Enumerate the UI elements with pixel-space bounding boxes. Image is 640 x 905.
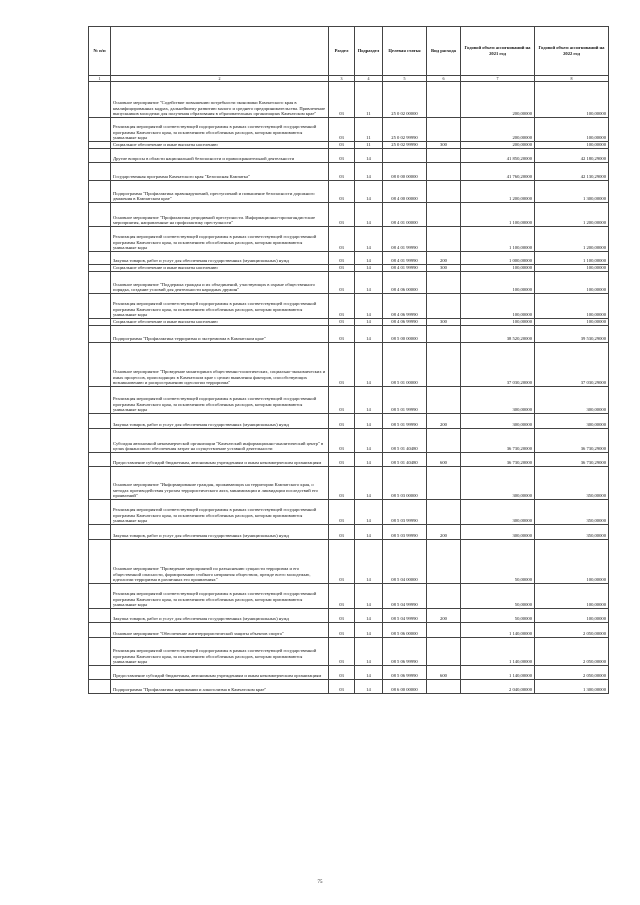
row-podrazdel-cell: 14 (355, 265, 383, 272)
row-2021-cell: 1 140,00000 (461, 623, 535, 638)
row-2021-cell: 1 100,00000 (461, 227, 535, 252)
row-num-cell (89, 453, 111, 467)
header-csr: Целевая статья (383, 27, 427, 76)
row-podrazdel-cell: 14 (355, 149, 383, 163)
header-2022: Годовой объем ассигнований на 2022 год (535, 27, 609, 76)
row-num-cell (89, 203, 111, 227)
row-name-cell: Подпрограмма "Профилактика терроризма и экстремизма в Камчатском крае" (111, 326, 329, 343)
row-num-cell (89, 638, 111, 666)
row-razdel-cell: 03 (329, 500, 355, 525)
row-csr-cell: 08 5 01 99990 (383, 414, 427, 429)
row-name-cell: Субсидия автономной некоммерческой организации "Камчатский информационно-аналитический центр" в целях финансового обеспечения затрат на осуществление уставной деятельности (111, 429, 329, 453)
row-vr-cell: 300 (427, 265, 461, 272)
row-2021-cell: 200,00000 (461, 82, 535, 118)
column-number: 2 (111, 76, 329, 82)
row-2022-cell: 300,00000 (535, 414, 609, 429)
row-razdel-cell: 03 (329, 467, 355, 500)
table-row (89, 272, 609, 294)
row-podrazdel-cell: 14 (355, 540, 383, 584)
row-podrazdel-cell: 14 (355, 414, 383, 429)
row-2021-cell: 100,00000 (461, 265, 535, 272)
row-2022-cell: 100,00000 (535, 584, 609, 609)
row-podrazdel-cell: 14 (355, 272, 383, 294)
row-csr-cell: 08 5 00 00000 (383, 326, 427, 343)
row-name-cell: Социальное обеспечение и иные выплаты населению (111, 319, 329, 326)
row-2022-cell: 2 050,00000 (535, 666, 609, 680)
row-razdel-cell: 03 (329, 623, 355, 638)
row-name-cell: Реализация мероприятий соответствующей подпрограммы в рамках соответствующей государственной программы Камчатского края, за исключением обособленных расходов, которым присваиваются уникальные коды (111, 294, 329, 319)
row-name-cell: Основное мероприятие "Информирование граждан, проживающих на территории Камчатского края, о методах противодействия угрозам террористического акта, минимизации и ликвидации последствий его проявлений" (111, 467, 329, 500)
row-2022-cell: 350,00000 (535, 525, 609, 540)
table-row (89, 500, 609, 525)
table-row (89, 203, 609, 227)
row-csr-cell: 08 5 03 99990 (383, 500, 427, 525)
row-2021-cell: 200,00000 (461, 142, 535, 149)
row-name-cell: Подпрограмма "Профилактика правонарушений, преступлений и повышение безопасности дорожного движения в Камчатском крае" (111, 181, 329, 203)
row-podrazdel-cell: 14 (355, 467, 383, 500)
row-csr-cell: 08 5 06 99990 (383, 666, 427, 680)
row-2022-cell: 42 180,29000 (535, 149, 609, 163)
row-podrazdel-cell: 14 (355, 666, 383, 680)
row-num-cell (89, 142, 111, 149)
row-name-cell: Основное мероприятие "Поддержка граждан и их объединений, участвующих в охране общественного порядка, создание условий для деятельности народных дружин" (111, 272, 329, 294)
table-row (89, 265, 609, 272)
page-number: 75 (317, 880, 323, 885)
row-2021-cell: 300,00000 (461, 387, 535, 414)
row-podrazdel-cell: 14 (355, 584, 383, 609)
header-num: № п/п (89, 27, 111, 76)
row-podrazdel-cell: 14 (355, 181, 383, 203)
table-row (89, 319, 609, 326)
row-vr-cell: 200 (427, 414, 461, 429)
row-num-cell (89, 467, 111, 500)
row-csr-cell: 08 5 01 00000 (383, 343, 427, 387)
table-row (89, 387, 609, 414)
table-row (89, 181, 609, 203)
row-2022-cell: 1 300,00000 (535, 181, 609, 203)
row-razdel-cell: 03 (329, 82, 355, 118)
row-podrazdel-cell: 11 (355, 118, 383, 142)
row-num-cell (89, 540, 111, 584)
row-vr-cell (427, 343, 461, 387)
row-num-cell (89, 387, 111, 414)
row-csr-cell: 08 5 04 00000 (383, 540, 427, 584)
table-row (89, 623, 609, 638)
table-row (89, 540, 609, 584)
column-number: 8 (535, 76, 609, 82)
row-csr-cell: 25 0 02 99990 (383, 118, 427, 142)
row-2022-cell: 2 050,00000 (535, 638, 609, 666)
table-row (89, 227, 609, 252)
row-name-cell: Реализация мероприятий соответствующей подпрограммы в рамках соответствующей государственной программы Камчатского края, за исключением обособленных расходов, которым присваиваются уникальные коды (111, 227, 329, 252)
row-csr-cell: 08 6 00 00000 (383, 680, 427, 694)
row-num-cell (89, 252, 111, 265)
row-num-cell (89, 163, 111, 181)
row-razdel-cell: 03 (329, 540, 355, 584)
row-2021-cell: 100,00000 (461, 272, 535, 294)
header-vr: Вид расхода (427, 27, 461, 76)
row-vr-cell (427, 638, 461, 666)
row-podrazdel-cell: 14 (355, 227, 383, 252)
row-csr-cell: 08 5 04 99990 (383, 609, 427, 623)
row-num-cell (89, 265, 111, 272)
row-podrazdel-cell: 14 (355, 429, 383, 453)
row-2021-cell: 1 140,00000 (461, 666, 535, 680)
row-2022-cell: 36 730,29000 (535, 429, 609, 453)
row-csr-cell: 08 4 01 99990 (383, 265, 427, 272)
row-name-cell: Реализация мероприятий соответствующей подпрограммы в рамках соответствующей государственной программы Камчатского края, за исключением обособленных расходов, которым присваиваются уникальные коды (111, 500, 329, 525)
row-csr-cell: 08 4 06 99990 (383, 319, 427, 326)
row-name-cell: Предоставление субсидий бюджетным, автономным учреждениям и иным некоммерческим организациям (111, 453, 329, 467)
row-2021-cell: 50,00000 (461, 609, 535, 623)
row-num-cell (89, 118, 111, 142)
table-row (89, 429, 609, 453)
table-row (89, 638, 609, 666)
row-razdel-cell: 03 (329, 387, 355, 414)
table-row (89, 326, 609, 343)
row-csr-cell: 08 4 06 99990 (383, 294, 427, 319)
row-podrazdel-cell: 14 (355, 500, 383, 525)
row-name-cell: Реализация мероприятий соответствующей подпрограммы в рамках соответствующей государственной программы Камчатского края, за исключением обособленных расходов, которым присваиваются уникальные коды (111, 584, 329, 609)
row-podrazdel-cell: 11 (355, 82, 383, 118)
row-razdel-cell: 03 (329, 265, 355, 272)
row-2022-cell: 100,00000 (535, 265, 609, 272)
row-2022-cell: 100,00000 (535, 319, 609, 326)
row-num-cell (89, 149, 111, 163)
row-csr-cell: 08 4 01 99990 (383, 227, 427, 252)
row-vr-cell: 600 (427, 666, 461, 680)
row-razdel-cell: 03 (329, 414, 355, 429)
row-name-cell: Реализация мероприятий соответствующей подпрограммы в рамках соответствующей государственной программы Камчатского края, за исключением обособленных расходов, которым присваиваются уникальные коды (111, 638, 329, 666)
column-number: 6 (427, 76, 461, 82)
row-podrazdel-cell: 14 (355, 319, 383, 326)
row-vr-cell: 300 (427, 319, 461, 326)
row-vr-cell (427, 203, 461, 227)
row-razdel-cell: 03 (329, 252, 355, 265)
row-2022-cell: 100,00000 (535, 142, 609, 149)
row-name-cell: Основное мероприятие "Проведение мероприятий по разъяснению сущности терроризма и его общественной опасности, формированию стойкого неприятия обществом, прежде всего молодежью, идеологии терроризма в различных его проявлениях" (111, 540, 329, 584)
row-2021-cell: 200,00000 (461, 118, 535, 142)
row-2022-cell: 100,00000 (535, 540, 609, 584)
row-vr-cell (427, 272, 461, 294)
row-num-cell (89, 227, 111, 252)
row-razdel-cell: 03 (329, 680, 355, 694)
row-razdel-cell: 03 (329, 584, 355, 609)
row-vr-cell (427, 118, 461, 142)
row-2022-cell: 100,00000 (535, 609, 609, 623)
row-2021-cell: 37 030,20000 (461, 343, 535, 387)
row-2021-cell: 1 140,00000 (461, 638, 535, 666)
header-name (111, 27, 329, 76)
row-name-cell: Основное мероприятие "Обеспечение антитеррористической защиты объектов спорта" (111, 623, 329, 638)
row-num-cell (89, 181, 111, 203)
row-razdel-cell: 03 (329, 609, 355, 623)
row-name-cell: Закупка товаров, работ и услуг для обеспечения государственных (муниципальных) нужд (111, 609, 329, 623)
row-2021-cell: 38 520,20000 (461, 326, 535, 343)
row-2022-cell: 42 130,29000 (535, 163, 609, 181)
row-name-cell: Другие вопросы в области национальной безопасности и правоохранительной деятельности (111, 149, 329, 163)
table-row (89, 453, 609, 467)
row-csr-cell: 08 5 06 99990 (383, 638, 427, 666)
row-vr-cell: 600 (427, 453, 461, 467)
row-2021-cell: 1 000,00000 (461, 252, 535, 265)
row-razdel-cell: 03 (329, 638, 355, 666)
row-razdel-cell: 03 (329, 429, 355, 453)
row-vr-cell (427, 326, 461, 343)
row-csr-cell: 08 4 00 00000 (383, 181, 427, 203)
table-row (89, 343, 609, 387)
row-vr-cell: 300 (427, 142, 461, 149)
table-row (89, 525, 609, 540)
table-row (89, 82, 609, 118)
row-2022-cell: 300,00000 (535, 387, 609, 414)
row-2021-cell: 100,00000 (461, 319, 535, 326)
row-razdel-cell: 03 (329, 294, 355, 319)
row-vr-cell (427, 540, 461, 584)
row-vr-cell (427, 82, 461, 118)
column-number: 3 (329, 76, 355, 82)
row-razdel-cell: 03 (329, 272, 355, 294)
header-row (89, 27, 609, 76)
row-csr-cell (383, 149, 427, 163)
table-row (89, 252, 609, 265)
row-name-cell: Основное мероприятие "Содействие повышению потребности экономики Камчатского края в квалифицированных кадрах, дальнейшему развитию малого и среднего предпринимательства. Привлечение выпускников молодежи для получения образования в образовательных организациях Камчатском крае" (111, 82, 329, 118)
row-2022-cell: 1 100,00000 (535, 252, 609, 265)
row-razdel-cell: 03 (329, 149, 355, 163)
row-vr-cell (427, 163, 461, 181)
table-row (89, 609, 609, 623)
row-2021-cell: 100,00000 (461, 294, 535, 319)
row-name-cell: Реализация мероприятий соответствующей подпрограммы в рамках соответствующей государственной программы Камчатского края, за исключением обособленных расходов, которым присваиваются уникальные коды (111, 387, 329, 414)
row-csr-cell: 08 5 06 00000 (383, 623, 427, 638)
row-2021-cell: 1 100,00000 (461, 203, 535, 227)
row-csr-cell: 08 5 03 99990 (383, 525, 427, 540)
row-name-cell: Основное мероприятие "Проведение мониторинга общественно-политических, социально-экономических и иных процессов, происходящих в Камчатском крае с целью выявления факторов, способствующих возникновению и распространению идеологии терроризма" (111, 343, 329, 387)
row-podrazdel-cell: 14 (355, 326, 383, 343)
column-number: 7 (461, 76, 535, 82)
row-razdel-cell: 03 (329, 142, 355, 149)
row-name-cell: Закупка товаров, работ и услуг для обеспечения государственных (муниципальных) нужд (111, 414, 329, 429)
column-number: 5 (383, 76, 427, 82)
row-name-cell: Реализация мероприятий соответствующей подпрограммы в рамках соответствующей государственной программы Камчатского края, за исключением обособленных расходов, которым присваиваются уникальные коды (111, 118, 329, 142)
row-name-cell: Закупка товаров, работ и услуг для обеспечения государственных (муниципальных) нужд (111, 252, 329, 265)
table-row (89, 680, 609, 694)
row-razdel-cell: 03 (329, 666, 355, 680)
row-razdel-cell: 03 (329, 453, 355, 467)
row-csr-cell: 08 5 01 40480 (383, 453, 427, 467)
row-num-cell (89, 584, 111, 609)
row-2022-cell: 1 300,00000 (535, 680, 609, 694)
row-vr-cell: 200 (427, 525, 461, 540)
row-2021-cell: 36 730,20000 (461, 453, 535, 467)
row-razdel-cell: 03 (329, 227, 355, 252)
row-podrazdel-cell: 14 (355, 609, 383, 623)
row-razdel-cell: 03 (329, 181, 355, 203)
row-csr-cell: 08 4 01 00000 (383, 203, 427, 227)
row-2022-cell: 100,00000 (535, 294, 609, 319)
row-2022-cell: 100,00000 (535, 272, 609, 294)
row-vr-cell (427, 227, 461, 252)
row-2022-cell: 350,00000 (535, 467, 609, 500)
row-vr-cell (427, 429, 461, 453)
column-number: 4 (355, 76, 383, 82)
row-2021-cell: 36 730,20000 (461, 429, 535, 453)
row-name-cell: Основное мероприятие "Профилактика рецидивной преступности. Информационно-пропагандистские мероприятия, направленные на профилактику преступности" (111, 203, 329, 227)
row-csr-cell: 08 5 04 99990 (383, 584, 427, 609)
row-2021-cell: 41 850,20000 (461, 149, 535, 163)
row-2022-cell: 36 730,29000 (535, 453, 609, 467)
row-2022-cell: 100,00000 (535, 118, 609, 142)
row-2021-cell: 2 040,00000 (461, 680, 535, 694)
row-2021-cell: 300,00000 (461, 414, 535, 429)
row-2022-cell: 1 200,00000 (535, 227, 609, 252)
row-csr-cell: 25 0 02 00000 (383, 82, 427, 118)
header-razdel: Раздел (329, 27, 355, 76)
row-vr-cell (427, 680, 461, 694)
row-razdel-cell: 03 (329, 343, 355, 387)
row-name-cell: Социальное обеспечение и иные выплаты населению (111, 142, 329, 149)
row-name-cell: Социальное обеспечение и иные выплаты населению (111, 265, 329, 272)
row-2022-cell: 39 530,29000 (535, 326, 609, 343)
row-vr-cell: 200 (427, 609, 461, 623)
row-podrazdel-cell: 14 (355, 203, 383, 227)
row-razdel-cell: 03 (329, 203, 355, 227)
row-num-cell (89, 319, 111, 326)
budget-table (88, 26, 609, 694)
row-csr-cell: 08 5 01 40480 (383, 429, 427, 453)
row-csr-cell: 08 5 01 99990 (383, 387, 427, 414)
row-num-cell (89, 294, 111, 319)
row-2022-cell: 350,00000 (535, 500, 609, 525)
row-podrazdel-cell: 11 (355, 142, 383, 149)
table-row (89, 467, 609, 500)
row-razdel-cell: 03 (329, 118, 355, 142)
row-vr-cell (427, 149, 461, 163)
row-vr-cell (427, 467, 461, 500)
row-name-cell: Закупка товаров, работ и услуг для обеспечения государственных (муниципальных) нужд (111, 525, 329, 540)
row-2021-cell: 300,00000 (461, 467, 535, 500)
row-vr-cell (427, 623, 461, 638)
row-csr-cell: 08 4 01 99990 (383, 252, 427, 265)
row-2021-cell: 1 200,00000 (461, 181, 535, 203)
row-csr-cell: 08 5 03 00000 (383, 467, 427, 500)
row-vr-cell: 200 (427, 252, 461, 265)
row-podrazdel-cell: 14 (355, 680, 383, 694)
row-podrazdel-cell: 14 (355, 252, 383, 265)
table-row (89, 294, 609, 319)
row-num-cell (89, 326, 111, 343)
table-row (89, 118, 609, 142)
row-2021-cell: 300,00000 (461, 525, 535, 540)
header-2021: Годовой объем ассигнований на 2021 год (461, 27, 535, 76)
row-num-cell (89, 500, 111, 525)
row-name-cell: Подпрограмма "Профилактика наркомании и алкоголизма в Камчатском крае" (111, 680, 329, 694)
row-2021-cell: 50,00000 (461, 584, 535, 609)
row-2022-cell: 1 200,00000 (535, 203, 609, 227)
row-podrazdel-cell: 14 (355, 453, 383, 467)
row-podrazdel-cell: 14 (355, 387, 383, 414)
row-num-cell (89, 609, 111, 623)
row-podrazdel-cell: 14 (355, 623, 383, 638)
table-row (89, 414, 609, 429)
row-2022-cell: 100,00000 (535, 82, 609, 118)
row-num-cell (89, 82, 111, 118)
row-razdel-cell: 03 (329, 326, 355, 343)
row-vr-cell (427, 294, 461, 319)
table-row (89, 142, 609, 149)
row-podrazdel-cell: 14 (355, 525, 383, 540)
row-2021-cell: 41 760,20000 (461, 163, 535, 181)
row-num-cell (89, 343, 111, 387)
header-podrazdel: Подраздел (355, 27, 383, 76)
row-num-cell (89, 414, 111, 429)
row-csr-cell: 08 4 06 00000 (383, 272, 427, 294)
row-razdel-cell: 03 (329, 163, 355, 181)
row-vr-cell (427, 387, 461, 414)
row-podrazdel-cell: 14 (355, 294, 383, 319)
row-name-cell: Государственная программа Камчатского края "Безопасная Камчатка" (111, 163, 329, 181)
row-podrazdel-cell: 14 (355, 638, 383, 666)
column-number: 1 (89, 76, 111, 82)
row-vr-cell (427, 500, 461, 525)
table-row (89, 149, 609, 163)
table-row (89, 584, 609, 609)
row-2021-cell: 50,00000 (461, 540, 535, 584)
row-2022-cell: 37 030,29000 (535, 343, 609, 387)
table-row (89, 666, 609, 680)
row-num-cell (89, 680, 111, 694)
table-row (89, 163, 609, 181)
row-razdel-cell: 03 (329, 525, 355, 540)
row-vr-cell (427, 181, 461, 203)
row-podrazdel-cell: 14 (355, 343, 383, 387)
row-vr-cell (427, 584, 461, 609)
row-name-cell: Предоставление субсидий бюджетным, автономным учреждениям и иным некоммерческим организациям (111, 666, 329, 680)
row-podrazdel-cell: 14 (355, 163, 383, 181)
row-csr-cell: 08 0 00 00000 (383, 163, 427, 181)
row-num-cell (89, 666, 111, 680)
row-num-cell (89, 525, 111, 540)
row-num-cell (89, 272, 111, 294)
row-num-cell (89, 623, 111, 638)
table-body (89, 82, 609, 694)
row-csr-cell: 25 0 02 99990 (383, 142, 427, 149)
row-razdel-cell: 03 (329, 319, 355, 326)
row-2022-cell: 2 050,00000 (535, 623, 609, 638)
row-num-cell (89, 429, 111, 453)
row-2021-cell: 300,00000 (461, 500, 535, 525)
